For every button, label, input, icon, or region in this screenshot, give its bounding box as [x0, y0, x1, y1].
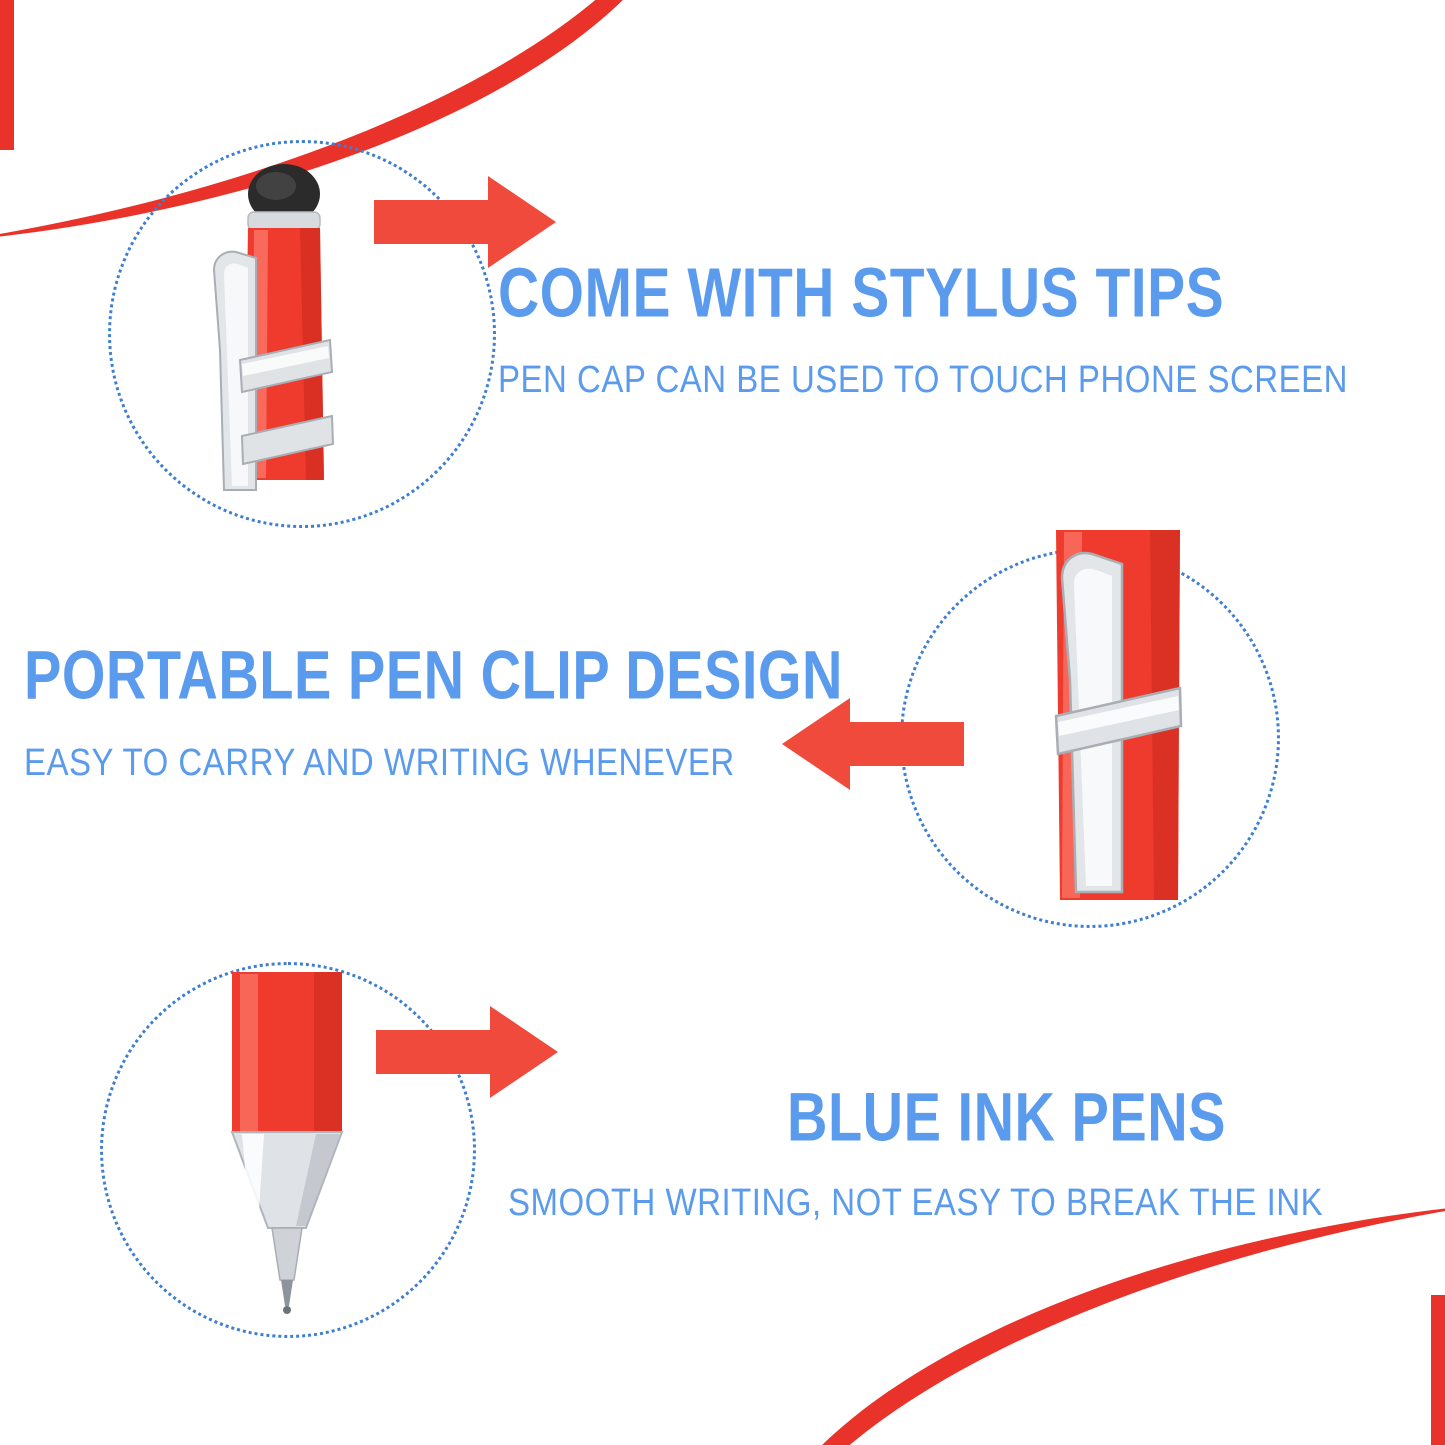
bottom-right-red-bar	[1431, 1295, 1445, 1445]
feature-text-blue-ink	[508, 1078, 1324, 1223]
feature-subline-pen-clip: EASY TO CARRY AND WRITING WHENEVER	[24, 740, 735, 783]
arrow-right-icon-stylus	[370, 170, 560, 280]
feature-text-stylus-tips	[498, 254, 1348, 401]
feature-text-pen-clip	[24, 636, 843, 783]
bottom-right-white-swoosh	[706, 1206, 1445, 1445]
feature-headline-blue-ink: BLUE INK PENS	[787, 1078, 1227, 1156]
arrow-right-icon-ink	[372, 1000, 562, 1110]
top-left-red-bar	[0, 0, 14, 150]
feature-subline-blue-ink: SMOOTH WRITING, NOT EASY TO BREAK THE INK	[508, 1180, 1324, 1223]
arrow-left-icon-clip	[778, 692, 968, 802]
feature-headline-pen-clip: PORTABLE PEN CLIP DESIGN	[24, 636, 843, 714]
feature-subline-stylus-tips: PEN CAP CAN BE USED TO TOUCH PHONE SCREEN	[498, 357, 1348, 401]
feature-headline-stylus-tips: COME WITH STYLUS TIPS	[498, 254, 1225, 333]
